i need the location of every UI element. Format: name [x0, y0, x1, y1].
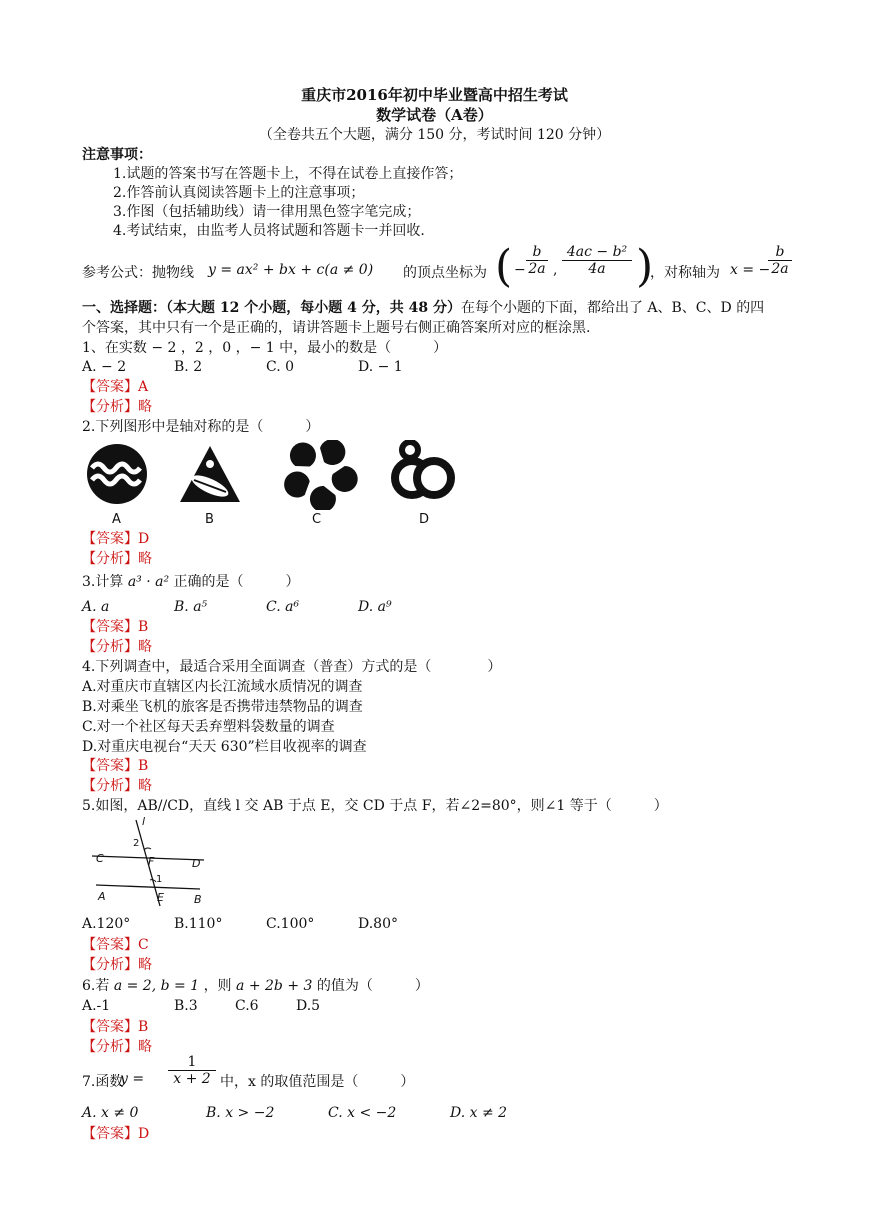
- notice-item: 2.作答前认真阅读答题卡上的注意事项；: [113, 185, 365, 201]
- notice-item: 4.考试结束，由监考人员将试题和答题卡一并回收.: [113, 223, 425, 239]
- answer-value: C: [138, 937, 149, 953]
- q2-figures: [82, 440, 462, 510]
- label-f: F: [148, 855, 155, 868]
- q3-stem-pre: 3.计算: [82, 574, 124, 590]
- q3-stem-expr: a³ · a²: [127, 574, 170, 590]
- q3-stem-post: 正确的是（ ）: [173, 574, 300, 590]
- line-ab: [96, 885, 200, 889]
- minus-sign: −: [514, 262, 526, 278]
- question-2-stem: 2.下列图形中是轴对称的是（ ）: [82, 419, 320, 435]
- q7-fraction: [168, 1054, 216, 1087]
- q5-option-b: B.110°: [174, 916, 223, 932]
- vertex-x-fraction: [526, 244, 548, 277]
- q7-answer: [82, 1125, 149, 1143]
- q6-option-c: C.6: [235, 998, 259, 1014]
- q3-option-c: C. a⁶: [266, 599, 300, 615]
- answer-label: 【答案】: [82, 1019, 138, 1035]
- answer-value: B: [138, 619, 149, 635]
- q5-analysis: [82, 956, 152, 974]
- q6-analysis: [82, 1038, 152, 1056]
- q4-option-b: B.对乘坐飞机的旅客是否携带违禁物品的调查: [82, 699, 363, 715]
- q1-answer: [82, 378, 148, 396]
- figure-c-flower-logo: [279, 440, 361, 510]
- exam-title: 重庆市2016年初中毕业暨高中招生考试: [301, 86, 568, 104]
- answer-value: B: [138, 1019, 149, 1035]
- answer-label: 【答案】: [82, 531, 138, 547]
- q6-stem-expr2: a + 2b + 3: [236, 978, 313, 994]
- q1-option-b: B. 2: [174, 359, 203, 375]
- label-a: A: [98, 890, 106, 903]
- q4-option-d: D.对重庆电视台“天天 630”栏目收视率的调查: [82, 739, 367, 755]
- analysis-value: 略: [138, 551, 152, 567]
- notice-heading: 注意事项：: [82, 147, 152, 163]
- figure-label-d: D: [419, 512, 430, 527]
- notice-item: 3.作图（包括辅助线）请一律用黑色签字笔完成；: [113, 204, 421, 220]
- section-desc: 在每个小题的下面，都给出了 A、B、C、D 的四: [460, 300, 765, 316]
- formula-vertex-text: 的顶点坐标为: [403, 265, 487, 281]
- q7-stem-expr: y =: [120, 1071, 145, 1087]
- formula-axis-text: ，对称轴为: [650, 265, 720, 281]
- q1-option-c: C. 0: [266, 359, 295, 375]
- formula-prefix: 参考公式：抛物线: [82, 265, 194, 281]
- question-4-stem: 4.下列调查中，最适合采用全面调查（普查）方式的是（ ）: [82, 659, 502, 675]
- formula-parabola: y = ax² + bx + c(a ≠ 0): [208, 262, 374, 278]
- figure-label-c: C: [312, 512, 322, 527]
- q5-option-d: D.80°: [358, 916, 398, 932]
- q1-analysis: [82, 398, 152, 416]
- q4-option-a: A.对重庆市直辖区内长江流域水质情况的调查: [82, 679, 363, 695]
- q6-stem-mid: ，则: [203, 978, 232, 994]
- q3-option-d: D. a⁹: [358, 599, 392, 615]
- analysis-label: 【分析】: [82, 1039, 138, 1055]
- analysis-value: 略: [138, 399, 152, 415]
- notice-item: 1.试题的答案书写在答题卡上，不得在试卷上直接作答；: [113, 166, 463, 182]
- q7-frac-num: 1: [168, 1054, 216, 1071]
- analysis-value: 略: [138, 1039, 152, 1055]
- answer-label: 【答案】: [82, 379, 138, 395]
- question-3-stem: [82, 573, 300, 591]
- question-5-stem: 5.如图，AB//CD，直线 l 交 AB 于点 E，交 CD 于点 F，若∠2=80°，则∠1 等于（ ）: [82, 798, 668, 814]
- q4-option-c: C.对一个社区每天丢弃塑料袋数量的调查: [82, 719, 335, 735]
- analysis-value: 略: [138, 639, 152, 655]
- question-6-stem: [82, 977, 429, 995]
- figure-b-triangle-logo: [180, 446, 240, 502]
- q7-stem-post: 中，x 的取值范围是（ ）: [220, 1074, 415, 1090]
- vertex-y-num: 4ac − b²: [562, 244, 632, 261]
- answer-value: A: [138, 379, 149, 395]
- label-c: C: [96, 852, 104, 865]
- figure-d-circles-logo: [395, 442, 451, 495]
- q7-stem-pre: 7.函数: [82, 1074, 124, 1090]
- vertex-y-fraction: [562, 244, 632, 277]
- formula-axis-expr: x = −: [730, 262, 771, 278]
- q7-option-a: A. x ≠ 0: [82, 1105, 139, 1121]
- answer-label: 【答案】: [82, 1126, 138, 1142]
- analysis-label: 【分析】: [82, 957, 138, 973]
- analysis-value: 略: [138, 778, 152, 794]
- figure-a-wave-logo: [87, 444, 147, 504]
- analysis-label: 【分析】: [82, 399, 138, 415]
- label-l: l: [142, 815, 146, 828]
- q3-option-a: A. a: [82, 599, 110, 615]
- section-desc-2: 个答案，其中只有一个是正确的，请讲答题卡上题号右侧正确答案所对应的框涂黑.: [82, 320, 591, 336]
- q6-stem-pre: 6.若: [82, 978, 110, 994]
- q6-stem-expr: a = 2, b = 1: [113, 978, 200, 994]
- analysis-label: 【分析】: [82, 778, 138, 794]
- answer-value: D: [138, 1126, 150, 1142]
- q3-analysis: [82, 638, 152, 656]
- right-paren: ): [636, 241, 654, 292]
- vertex-x-num: b: [526, 244, 548, 261]
- left-paren: (: [495, 241, 513, 292]
- question-1-stem: 1、在实数 − 2 ，2 ，0 ，− 1 中，最小的数是（ ）: [82, 340, 448, 356]
- axis-den: 2a: [771, 261, 789, 277]
- analysis-label: 【分析】: [82, 639, 138, 655]
- q7-option-c: C. x < −2: [328, 1105, 397, 1121]
- exam-subtitle: 数学试卷（A卷）: [376, 106, 493, 124]
- comma: ,: [553, 262, 558, 278]
- answer-value: B: [138, 758, 149, 774]
- q1-option-d: D. − 1: [358, 359, 403, 375]
- q4-answer: [82, 757, 148, 775]
- figure-label-b: B: [205, 512, 214, 527]
- analysis-value: 略: [138, 957, 152, 973]
- section-title: 一、选择题：（本大题 12 个小题，每小题 4 分，共 48 分）: [82, 300, 461, 316]
- analysis-label: 【分析】: [82, 551, 138, 567]
- label-e: E: [157, 891, 164, 904]
- q6-option-b: B.3: [174, 998, 198, 1014]
- answer-label: 【答案】: [82, 619, 138, 635]
- q6-option-d: D.5: [296, 998, 321, 1014]
- q7-frac-den: x + 2: [173, 1071, 211, 1087]
- q1-option-a: A. − 2: [82, 359, 127, 375]
- q5-option-c: C.100°: [266, 916, 315, 932]
- label-b: B: [194, 893, 202, 906]
- q3-answer: [82, 618, 148, 636]
- answer-label: 【答案】: [82, 937, 138, 953]
- figure-label-a: A: [112, 512, 121, 527]
- q2-answer: [82, 530, 149, 548]
- q6-stem-post: 的值为（ ）: [316, 978, 429, 994]
- axis-num: b: [768, 244, 792, 261]
- section-heading: [82, 299, 764, 317]
- vertex-y-den: 4a: [588, 261, 606, 277]
- q5-answer: [82, 936, 149, 954]
- vertex-x-den: 2a: [528, 261, 546, 277]
- label-d: D: [192, 857, 201, 870]
- q6-answer: [82, 1018, 148, 1036]
- answer-label: 【答案】: [82, 758, 138, 774]
- q2-analysis: [82, 550, 152, 568]
- q6-option-a: A.-1: [82, 998, 111, 1014]
- q7-option-b: B. x > −2: [206, 1105, 275, 1121]
- exam-info: （全卷共五个大题，满分 150 分，考试时间 120 分钟）: [258, 127, 611, 143]
- axis-fraction: [768, 244, 792, 277]
- q5-option-a: A.120°: [82, 916, 131, 932]
- label-angle-1: 1: [156, 874, 163, 885]
- answer-value: D: [138, 531, 150, 547]
- q7-option-d: D. x ≠ 2: [450, 1105, 508, 1121]
- q4-analysis: [82, 777, 152, 795]
- label-angle-2: 2: [133, 838, 140, 849]
- q3-option-b: B. a⁵: [174, 599, 208, 615]
- angle-2-arc: [144, 848, 151, 850]
